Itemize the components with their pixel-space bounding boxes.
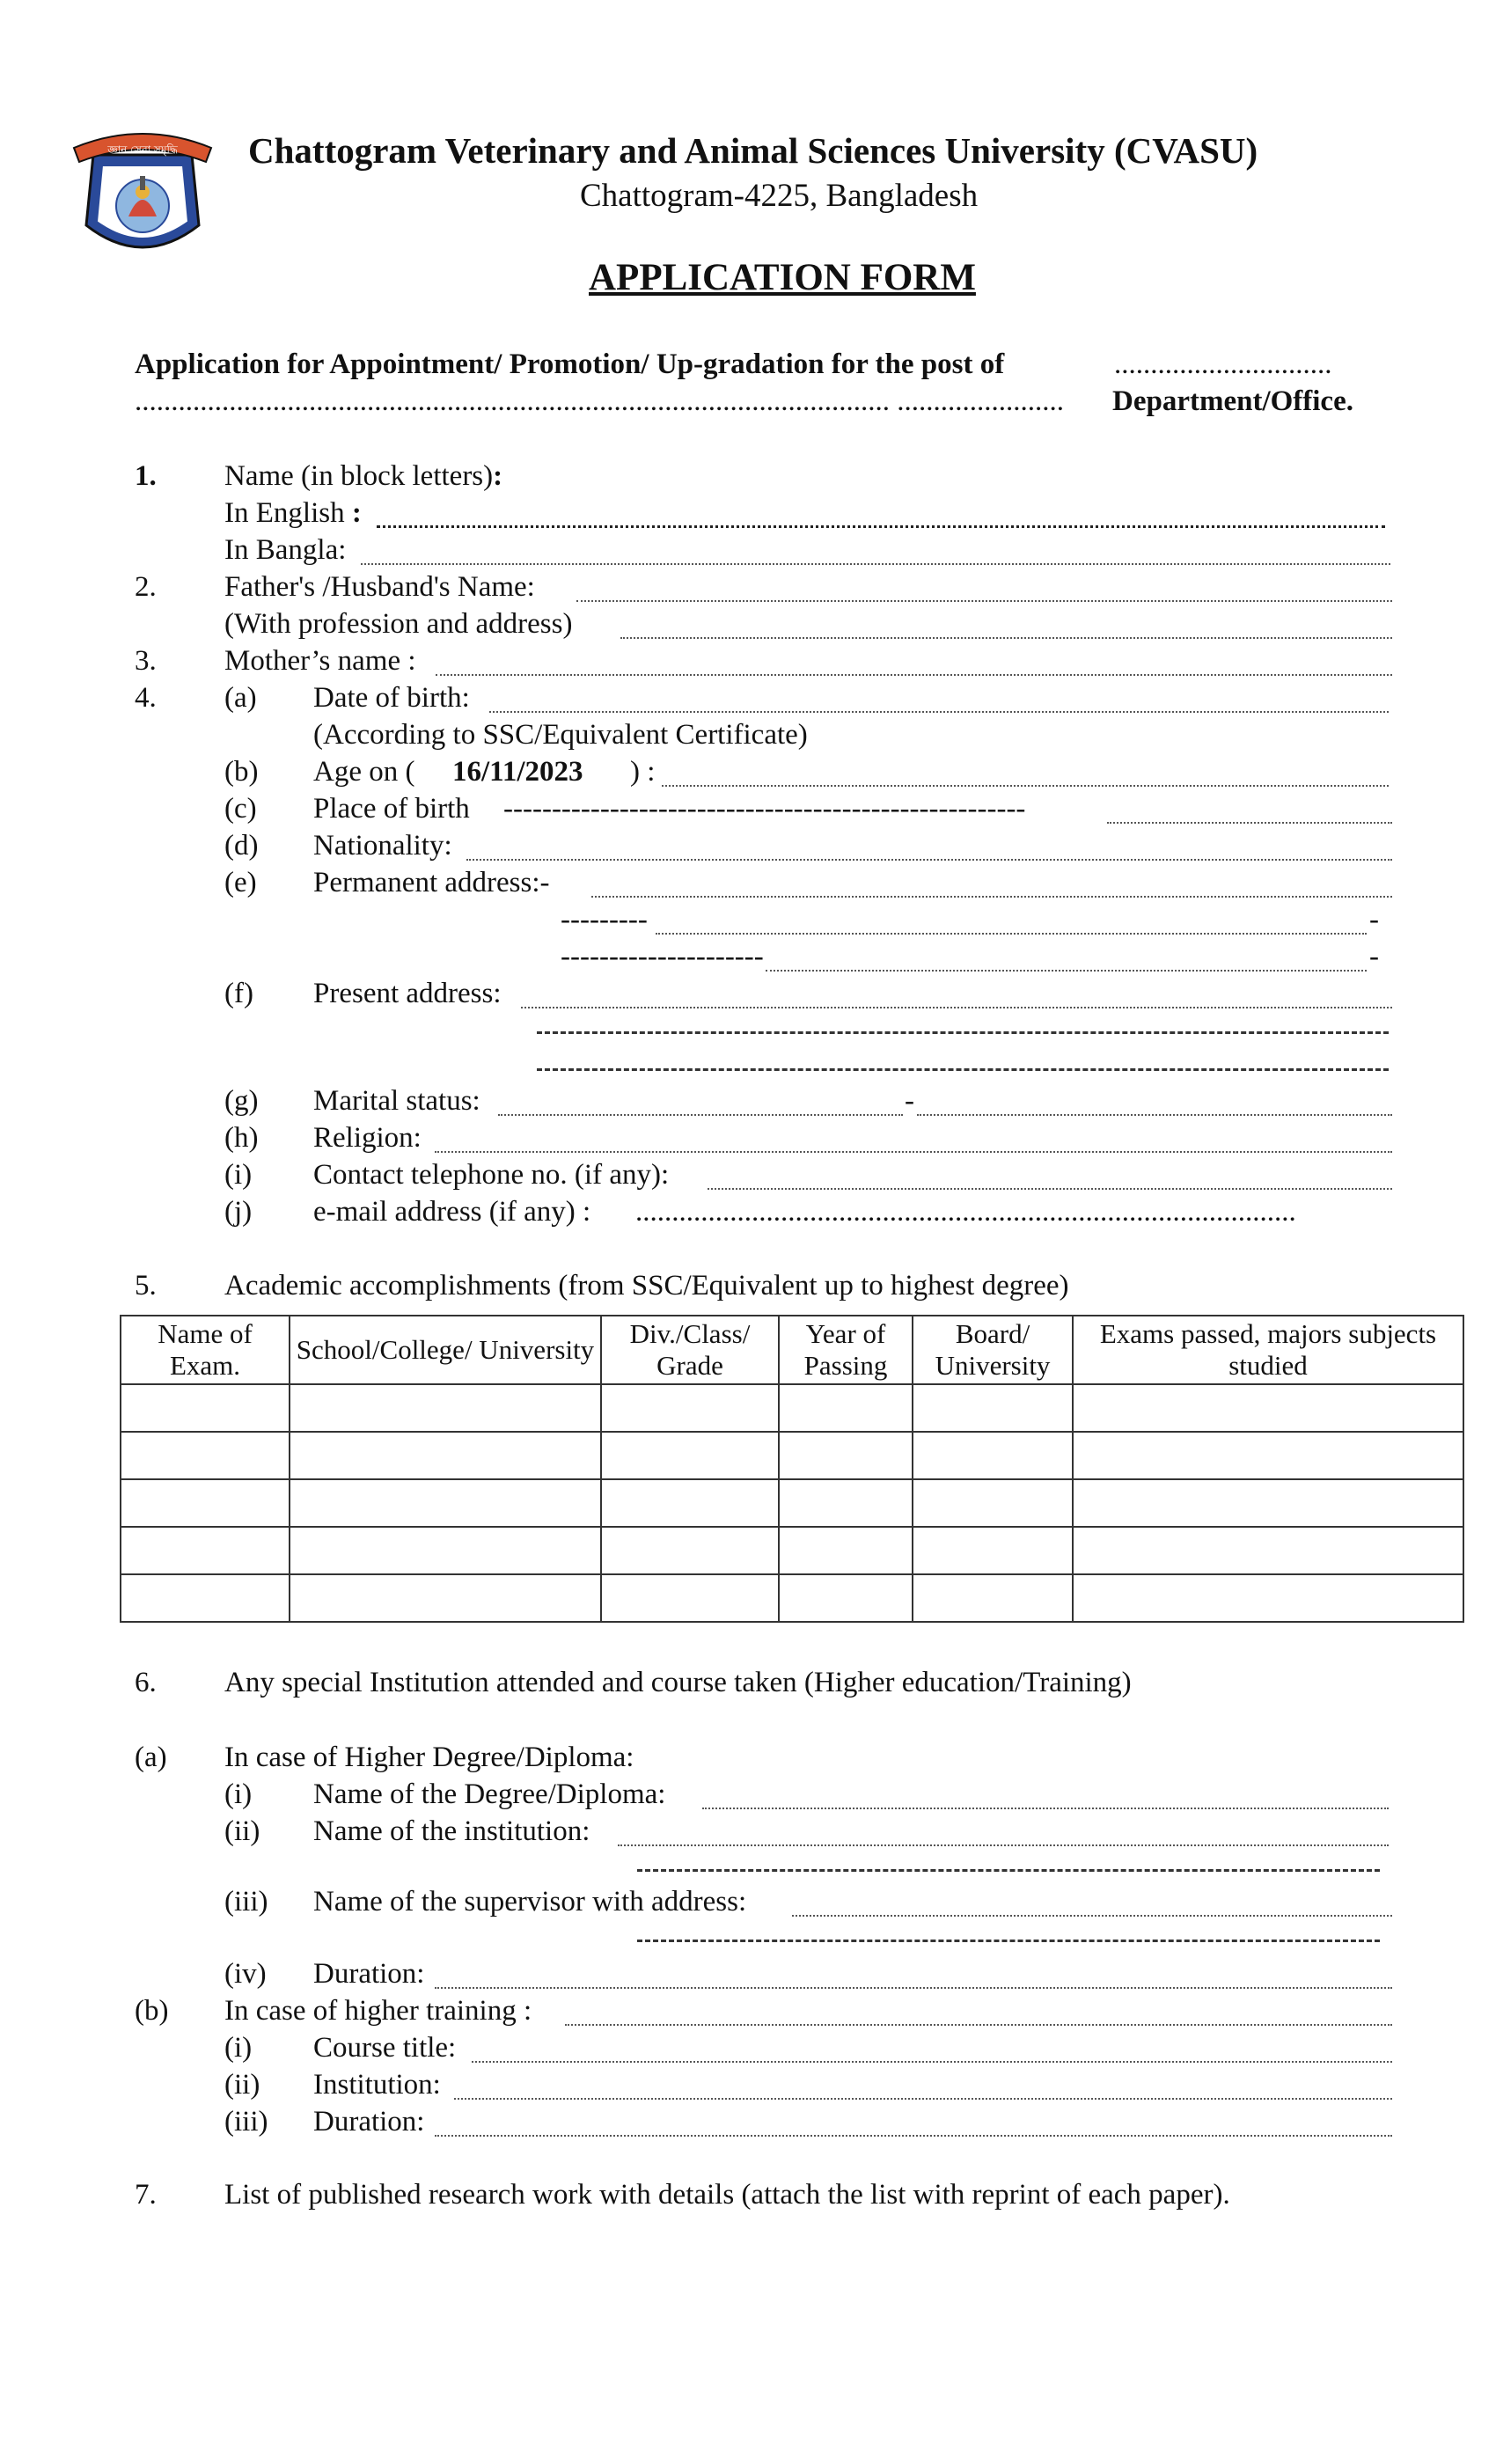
nationality-field[interactable] xyxy=(466,859,1392,861)
sub-tag: (h) xyxy=(224,1122,259,1154)
father-profession-field[interactable] xyxy=(620,637,1392,639)
higher-training-label: In case of higher training : xyxy=(224,1995,532,2027)
marital-status-label: Marital status: xyxy=(313,1085,480,1117)
table-cell[interactable] xyxy=(601,1432,779,1479)
logo-ribbon-text: জ্ঞান সেবা সমৃদ্ধি xyxy=(107,143,178,156)
permanent-address-dash-1: --------- xyxy=(561,904,648,935)
name-label: Name (in block letters): xyxy=(224,460,503,492)
supervisor-field[interactable] xyxy=(792,1915,1392,1917)
sub-tag: (f) xyxy=(224,978,253,1009)
table-cell[interactable] xyxy=(290,1384,601,1432)
marital-status-mid: - xyxy=(905,1085,914,1117)
father-name-field[interactable] xyxy=(576,600,1392,602)
table-row xyxy=(121,1527,1463,1574)
item-number: 3. xyxy=(135,645,157,677)
sub-tag: (iv) xyxy=(224,1958,267,1990)
training-duration-field[interactable] xyxy=(435,2135,1392,2137)
birthplace-label: Place of birth xyxy=(313,793,470,825)
column-header: Name of Exam. xyxy=(121,1316,290,1384)
department-office-label: Department/Office. xyxy=(1112,385,1353,417)
higher-training-field[interactable] xyxy=(565,2024,1392,2026)
degree-duration-label: Duration: xyxy=(313,1958,425,1990)
name-english-field[interactable] xyxy=(377,525,1385,528)
table-row xyxy=(121,1432,1463,1479)
permanent-address-field-2[interactable] xyxy=(656,933,1367,935)
sub-tag: (g) xyxy=(224,1085,259,1117)
dob-note: (According to SSC/Equivalent Certificate) xyxy=(313,719,808,751)
present-address-label: Present address: xyxy=(313,978,502,1009)
father-profession-label: (With profession and address) xyxy=(224,608,573,640)
table-cell[interactable] xyxy=(290,1527,601,1574)
table-cell[interactable] xyxy=(779,1574,913,1622)
age-date: 16/11/2023 xyxy=(452,756,583,788)
permanent-address-field-1[interactable] xyxy=(591,896,1392,898)
present-address-field-3[interactable] xyxy=(537,1068,1389,1071)
institution-name-label: Name of the institution: xyxy=(313,1815,590,1847)
column-header: Board/ University xyxy=(913,1316,1073,1384)
religion-field[interactable] xyxy=(435,1151,1392,1153)
department-dots[interactable]: ........................................................................................................ ....................... xyxy=(135,385,1064,417)
table-cell[interactable] xyxy=(121,1574,290,1622)
sub-tag: (b) xyxy=(135,1995,169,2027)
email-label: e-mail address (if any) : xyxy=(313,1196,591,1228)
item-number: 4. xyxy=(135,682,157,714)
table-cell[interactable] xyxy=(121,1527,290,1574)
permanent-address-field-3[interactable] xyxy=(766,970,1367,972)
table-cell[interactable] xyxy=(290,1479,601,1527)
marital-status-field-2[interactable] xyxy=(917,1114,1392,1116)
university-name: Chattogram Veterinary and Animal Sciences University (CVASU) xyxy=(248,130,1258,171)
table-cell[interactable] xyxy=(1073,1479,1463,1527)
course-title-field[interactable] xyxy=(472,2061,1392,2063)
sub-tag: (i) xyxy=(224,1778,253,1810)
table-row xyxy=(121,1574,1463,1622)
telephone-field[interactable] xyxy=(708,1188,1392,1190)
table-cell[interactable] xyxy=(913,1432,1073,1479)
form-title: APPLICATION FORM xyxy=(589,257,976,298)
father-name-label: Father's /Husband's Name: xyxy=(224,571,535,603)
training-duration-label: Duration: xyxy=(313,2106,425,2138)
table-cell[interactable] xyxy=(290,1574,601,1622)
sub-tag: (d) xyxy=(224,830,259,862)
sub-tag: (iii) xyxy=(224,2106,268,2138)
higher-degree-label: In case of Higher Degree/Diploma: xyxy=(224,1742,634,1773)
supervisor-label: Name of the supervisor with address: xyxy=(313,1886,747,1918)
sub-tag: (i) xyxy=(224,2032,253,2064)
table-cell[interactable] xyxy=(1073,1384,1463,1432)
table-cell[interactable] xyxy=(779,1384,913,1432)
age-close: ) : xyxy=(630,756,656,788)
training-institution-label: Institution: xyxy=(313,2069,441,2101)
age-label: Age on ( xyxy=(313,756,415,788)
research-work-label: List of published research work with details (attach the list with reprint of each paper). xyxy=(224,2179,1230,2211)
sub-tag: (a) xyxy=(135,1742,167,1773)
academic-table xyxy=(120,1315,1464,1623)
sub-tag: (ii) xyxy=(224,1815,260,1847)
permanent-address-end-1: - xyxy=(1369,904,1379,935)
table-cell[interactable] xyxy=(121,1384,290,1432)
sub-tag: (a) xyxy=(224,682,257,714)
item-number: 5. xyxy=(135,1270,157,1302)
telephone-label: Contact telephone no. (if any): xyxy=(313,1159,670,1191)
permanent-address-end-2: - xyxy=(1369,941,1379,972)
religion-label: Religion: xyxy=(313,1122,422,1154)
name-bangla-label: In Bangla: xyxy=(224,534,347,566)
table-cell[interactable] xyxy=(1073,1432,1463,1479)
table-cell[interactable] xyxy=(290,1432,601,1479)
table-row xyxy=(121,1384,1463,1432)
age-field[interactable] xyxy=(662,785,1389,787)
application-post-label: Application for Appointment/ Promotion/ Up-gradation for the post of xyxy=(135,348,1005,380)
item-number: 2. xyxy=(135,571,157,603)
university-address: Chattogram-4225, Bangladesh xyxy=(580,178,979,214)
degree-name-label: Name of the Degree/Diploma: xyxy=(313,1778,666,1810)
mother-name-label: Mother’s name : xyxy=(224,645,416,677)
column-header: Div./Class/ Grade xyxy=(601,1316,779,1384)
mother-name-field[interactable] xyxy=(436,674,1392,676)
table-cell[interactable] xyxy=(913,1527,1073,1574)
degree-name-field[interactable] xyxy=(702,1808,1389,1809)
item-number: 1. xyxy=(135,460,157,492)
table-cell[interactable] xyxy=(913,1384,1073,1432)
birthplace-dashes: ------------------------------------------------------ xyxy=(503,793,1026,825)
table-cell[interactable] xyxy=(601,1384,779,1432)
dob-label: Date of birth: xyxy=(313,682,470,714)
table-cell[interactable] xyxy=(601,1479,779,1527)
birthplace-field[interactable] xyxy=(1107,822,1392,824)
academic-label: Academic accomplishments (from SSC/Equivalent up to highest degree) xyxy=(224,1270,1069,1302)
table-cell[interactable] xyxy=(601,1527,779,1574)
post-dots[interactable]: .............................. xyxy=(1114,348,1332,380)
permanent-address-label: Permanent address:- xyxy=(313,867,550,898)
university-logo xyxy=(67,121,218,271)
table-cell[interactable] xyxy=(121,1432,290,1479)
nationality-label: Nationality: xyxy=(313,830,452,862)
training-institution-field[interactable] xyxy=(454,2098,1392,2100)
name-bangla-field[interactable] xyxy=(361,563,1390,565)
table-cell[interactable] xyxy=(779,1527,913,1574)
sub-tag: (c) xyxy=(224,793,257,825)
permanent-address-dash-2: --------------------- xyxy=(561,941,764,972)
sub-tag: (e) xyxy=(224,867,257,898)
column-header: Exams passed, majors subjects studied xyxy=(1073,1316,1463,1384)
institution-name-field-2[interactable] xyxy=(637,1869,1380,1872)
sub-tag: (ii) xyxy=(224,2069,260,2101)
name-english-label: In English : xyxy=(224,497,362,529)
dob-field[interactable] xyxy=(489,711,1389,713)
degree-duration-field[interactable] xyxy=(435,1987,1392,1989)
table-cell[interactable] xyxy=(779,1479,913,1527)
course-title-label: Course title: xyxy=(313,2032,457,2064)
sub-tag: (j) xyxy=(224,1196,253,1228)
table-cell[interactable] xyxy=(601,1574,779,1622)
present-address-field-1[interactable] xyxy=(521,1007,1392,1008)
table-cell[interactable] xyxy=(1073,1527,1463,1574)
present-address-field-2[interactable] xyxy=(537,1031,1389,1034)
table-cell[interactable] xyxy=(1073,1574,1463,1622)
special-institution-label: Any special Institution attended and course taken (Higher education/Training) xyxy=(224,1667,1132,1698)
column-header: Year of Passing xyxy=(779,1316,913,1384)
table-header-row xyxy=(121,1316,1463,1384)
item-number: 7. xyxy=(135,2179,157,2211)
table-cell[interactable] xyxy=(779,1432,913,1479)
table-cell[interactable] xyxy=(913,1574,1073,1622)
supervisor-field-2[interactable] xyxy=(637,1940,1380,1942)
email-field[interactable]: ........................................................................................... xyxy=(635,1196,1296,1228)
sub-tag: (i) xyxy=(224,1159,253,1191)
table-row xyxy=(121,1479,1463,1527)
marital-status-field[interactable] xyxy=(498,1114,903,1116)
sub-tag: (iii) xyxy=(224,1886,268,1918)
institution-name-field[interactable] xyxy=(618,1844,1389,1846)
table-cell[interactable] xyxy=(121,1479,290,1527)
sub-tag: (b) xyxy=(224,756,259,788)
column-header: School/College/ University xyxy=(290,1316,601,1384)
item-number: 6. xyxy=(135,1667,157,1698)
table-cell[interactable] xyxy=(913,1479,1073,1527)
